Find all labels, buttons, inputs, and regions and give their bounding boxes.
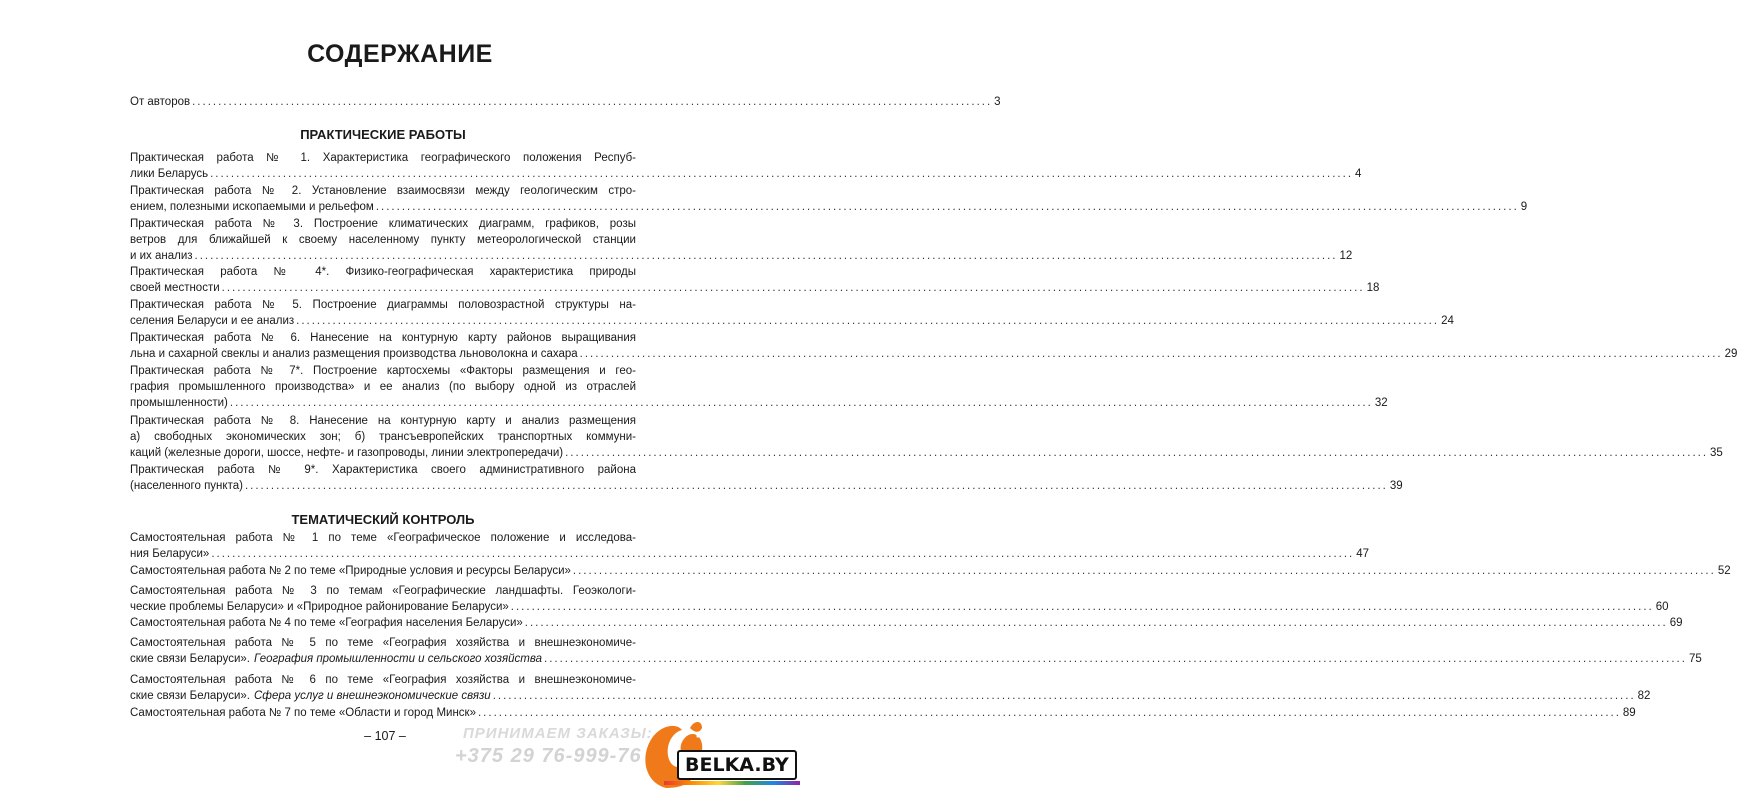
section-heading-thematic: ТЕМАТИЧЕСКИЙ КОНТРОЛЬ xyxy=(291,512,475,527)
dot-leader: .......................................................................................................................................................... xyxy=(192,96,993,108)
toc-page-number: 3 xyxy=(994,96,1001,108)
toc-entry-line: Практическая работа № 9*. Характеристика своего административного района xyxy=(130,464,636,476)
promo-watermark xyxy=(455,725,653,768)
toc-entry-last-line xyxy=(130,563,1731,579)
dot-leader: ............................................................................................................................................................................................................................ xyxy=(210,168,1354,180)
toc-page-number: 52 xyxy=(1717,565,1731,577)
toc-entry-text: Самостоятельная работа № 7 по теме «Области и город Минск» xyxy=(130,707,476,719)
toc-entry-last-line xyxy=(130,166,1362,182)
promo-line1: ПРИНИМАЕМ ЗАКАЗЫ: xyxy=(463,725,653,742)
toc-entry-text: селения Беларуси и ее анализ xyxy=(130,315,295,327)
dot-leader: ............................................................................................................................................................................................................................ xyxy=(510,601,1654,613)
dot-leader: ............................................................................................................................................................................................................................ xyxy=(492,690,1636,702)
toc-page-number: 60 xyxy=(1655,601,1669,613)
toc-entry[interactable] xyxy=(130,216,1353,264)
toc-page-number: 12 xyxy=(1339,250,1353,262)
toc-entry[interactable] xyxy=(130,583,1669,615)
toc-entry-last-line xyxy=(130,546,1370,562)
toc-entry-last-line xyxy=(130,705,1636,721)
dot-leader: ............................................................................................................................................................................................................................ xyxy=(229,397,1373,409)
toc-entry-text: промышленности) xyxy=(130,397,228,409)
toc-entry-last-line xyxy=(130,346,1737,362)
toc-entry-line: Практическая работа № 2. Установление взаимосвязи между геологическим стро- xyxy=(130,185,636,197)
dot-leader: ............................................................................................................................................................................................................................ xyxy=(296,315,1440,327)
toc-page-number: 89 xyxy=(1622,707,1636,719)
rainbow-stripe xyxy=(664,781,800,785)
dot-leader: ............................................................................................................................................................................................................................ xyxy=(194,250,1338,262)
dot-leader: ............................................................................................................................................................................................................................ xyxy=(375,201,1519,213)
dot-leader: ............................................................................................................................................................................................................................ xyxy=(572,565,1716,577)
page-title: СОДЕРЖАНИЕ xyxy=(307,40,493,68)
toc-entry-line: Практическая работа № 5. Построение диаграммы половозрастной структуры на- xyxy=(130,299,636,311)
toc-entry-italic-text: География промышленности и сельского хозяйства xyxy=(253,653,543,665)
toc-entry[interactable] xyxy=(130,183,1528,215)
toc-entry[interactable] xyxy=(130,297,1454,329)
toc-entry-line: Практическая работа № 4*. Физико-географическая характеристика природы xyxy=(130,266,636,278)
logo-text: BELKA.BY xyxy=(677,750,797,780)
toc-entry-line: а) свободных экономических зон; б) трансъевропейских транспортных коммуни- xyxy=(130,431,636,443)
dot-leader: ............................................................................................................................................................................................................................ xyxy=(579,348,1723,360)
toc-entry-last-line xyxy=(130,615,1683,631)
toc-page-number: 69 xyxy=(1669,617,1683,629)
toc-entry-text: Самостоятельная работа № 2 по теме «Природные условия и ресурсы Беларуси» xyxy=(130,565,571,577)
toc-entry-text: ские связи Беларуси». xyxy=(130,653,250,665)
toc-entry-line: графия промышленного производства» и ее анализ (по выбору одной из отраслей xyxy=(130,381,636,393)
toc-entry-text: лики Беларусь xyxy=(130,168,209,180)
toc-entry-last-line xyxy=(130,313,1454,329)
toc-page-number: 24 xyxy=(1441,315,1454,327)
toc-entry-italic-text: Сфера услуг и внешнеэкономические связи xyxy=(253,690,491,702)
toc-page-number: 35 xyxy=(1710,447,1723,459)
toc-entry-line: Практическая работа № 7*. Построение картосхемы «Факторы размещения и гео- xyxy=(130,365,636,377)
section-heading-practical: ПРАКТИЧЕСКИЕ РАБОТЫ xyxy=(300,127,466,142)
toc-page-number: 18 xyxy=(1366,282,1380,294)
toc-entry-line: ветров для ближайшей к своему населенному пункту метеорологической станции xyxy=(130,234,636,246)
toc-entry-text: своей местности xyxy=(130,282,220,294)
toc-entry-line: Самостоятельная работа № 3 по темам «Географические ландшафты. Геоэкологи- xyxy=(130,585,636,597)
toc-entry-last-line xyxy=(130,199,1528,215)
toc-entry-line: Практическая работа № 3. Построение климатических диаграмм, графиков, розы xyxy=(130,218,636,230)
toc-entry[interactable] xyxy=(130,462,1403,494)
dot-leader: ............................................................................................................................................................................................................................ xyxy=(524,617,1668,629)
promo-phone: +375 29 76-999-76 xyxy=(455,745,642,767)
toc-page-number: 32 xyxy=(1374,397,1388,409)
toc-entry-text: ские связи Беларуси». xyxy=(130,690,250,702)
toc-entry-text: ением, полезными ископаемыми и рельефом xyxy=(130,201,374,213)
toc-page-number: 75 xyxy=(1688,653,1702,665)
dot-leader: ............................................................................................................................................................................................................................ xyxy=(477,707,1621,719)
toc-entry-line: Практическая работа № 1. Характеристика географического положения Респуб- xyxy=(130,152,636,164)
toc-entry-last-line xyxy=(130,445,1723,461)
toc-entry-last-line xyxy=(130,688,1651,704)
toc-entry-line: Самостоятельная работа № 1 по теме «Географическое положение и исследова- xyxy=(130,532,636,544)
toc-entry-text: каций (железные дороги, шоссе, нефте- и газопроводы, линии электропередачи) xyxy=(130,447,564,459)
toc-entry[interactable] xyxy=(130,150,1362,182)
toc-entry[interactable] xyxy=(130,563,1731,579)
toc-entry[interactable] xyxy=(130,330,1737,362)
toc-entry[interactable] xyxy=(130,264,1380,296)
toc-entry-text: ческие проблемы Беларуси» и «Природное районирование Беларуси» xyxy=(130,601,509,613)
toc-entry-text: Самостоятельная работа № 4 по теме «География населения Беларуси» xyxy=(130,617,523,629)
toc-entry[interactable] xyxy=(130,530,1370,562)
toc-entry-line: Практическая работа № 6. Нанесение на контурную карту районов выращивания xyxy=(130,332,636,344)
dot-leader: ............................................................................................................................................................................................................................ xyxy=(211,548,1355,560)
dot-leader: ............................................................................................................................................................................................................................ xyxy=(244,480,1388,492)
toc-entry[interactable] xyxy=(130,363,1388,411)
toc-entry-last-line xyxy=(130,651,1702,667)
toc-entry-text: ния Беларуси» xyxy=(130,548,210,560)
toc-page-number: 82 xyxy=(1637,690,1651,702)
dot-leader: ............................................................................................................................................................................................................................ xyxy=(544,653,1687,665)
toc-page-number: 4 xyxy=(1355,168,1362,180)
toc-entry-line: Самостоятельная работа № 6 по теме «География хозяйства и внешнеэкономиче- xyxy=(130,674,636,686)
page-number: – 107 – xyxy=(364,729,406,743)
toc-entry-line: Практическая работа № 8. Нанесение на контурную карту и анализ размещения xyxy=(130,415,636,427)
dot-leader: ............................................................................................................................................................................................................................ xyxy=(221,282,1365,294)
toc-entry-last-line xyxy=(130,248,1353,264)
toc-page-number: 47 xyxy=(1356,548,1370,560)
toc-entry-text: льна и сахарной свеклы и анализ размещения производства льноволокна и сахара xyxy=(130,348,578,360)
toc-entry-last-line xyxy=(130,599,1669,615)
toc-entry-preface[interactable] xyxy=(130,94,1001,110)
toc-entry-text: и их анализ xyxy=(130,250,193,262)
toc-entry[interactable] xyxy=(130,672,1651,704)
toc-entry-last-line xyxy=(130,395,1388,411)
toc-page-number: 9 xyxy=(1520,201,1528,213)
dot-leader: ............................................................................................................................................................................................................................ xyxy=(565,447,1709,459)
toc-entry-last-line xyxy=(130,280,1380,296)
toc-entry-line: Самостоятельная работа № 5 по теме «География хозяйства и внешнеэкономиче- xyxy=(130,637,636,649)
toc-entry-text: От авторов xyxy=(130,96,191,108)
toc-page-number: 39 xyxy=(1389,480,1403,492)
toc-entry[interactable] xyxy=(130,413,1723,461)
toc-entry[interactable] xyxy=(130,705,1636,721)
toc-entry[interactable] xyxy=(130,635,1702,667)
toc-entry-text: (населенного пункта) xyxy=(130,480,243,492)
toc-entry[interactable] xyxy=(130,615,1683,631)
toc-entry-last-line xyxy=(130,478,1403,494)
toc-page-number: 29 xyxy=(1724,348,1737,360)
